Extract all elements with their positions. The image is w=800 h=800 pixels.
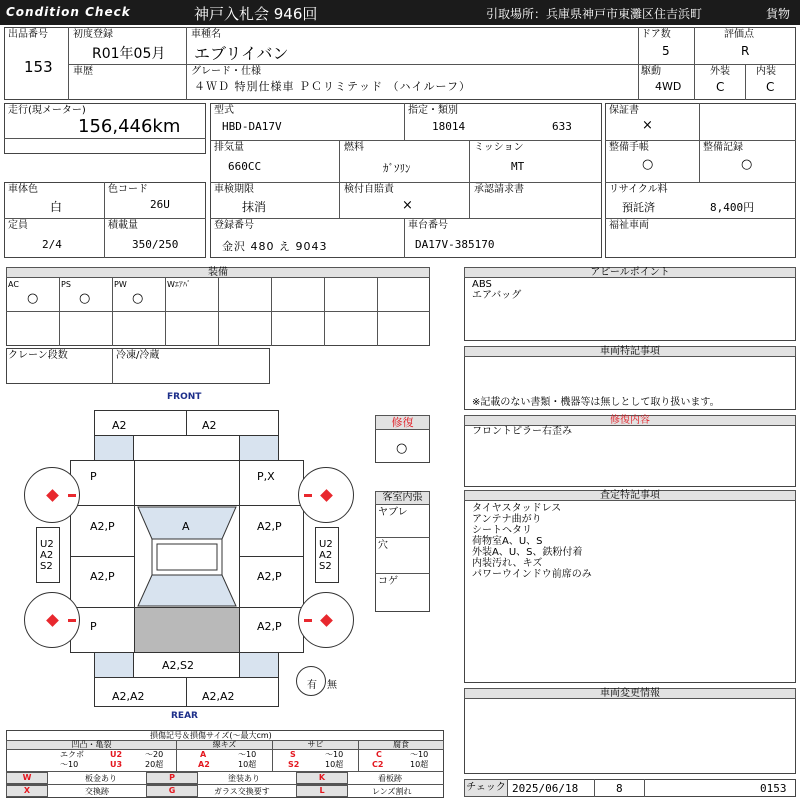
wheel-front-left-icon	[24, 467, 80, 523]
luggage-area	[134, 607, 240, 653]
sill-right-1: U2	[319, 539, 333, 550]
legend-a: A	[200, 750, 207, 759]
front-right-damage: A2	[202, 419, 217, 432]
equipment-title: 装備	[6, 267, 430, 278]
rear-bumper-left-damage: A2,A2	[112, 690, 145, 703]
equip-ac: ○	[27, 291, 39, 306]
model-code-label: 型式	[214, 105, 234, 116]
grade: ４ＷＤ 特別仕様車 ＰＣリミテッド （ハイルーフ）	[194, 80, 471, 93]
cowl	[134, 460, 240, 506]
appeal-line-2: エアバッグ	[472, 290, 522, 301]
quarter-rear-left	[70, 607, 135, 653]
legend-code-k-desc: 看板跡	[378, 774, 402, 783]
door-rear-left-damage: A2,P	[90, 570, 115, 583]
inspection: 抹消	[242, 200, 267, 214]
exterior-score: C	[716, 80, 725, 94]
first-reg-label: 初度登録	[73, 29, 113, 40]
sill-right-2: A2	[319, 550, 333, 561]
assessment-line-1: タイヤスタッドレス	[472, 503, 562, 514]
repair-detail-line: フロントピラー右歪み	[472, 426, 572, 437]
rear-corner-right	[239, 652, 279, 678]
legend-code-k: K	[296, 772, 348, 784]
legend-code-l-desc: レンズ割れ	[372, 787, 412, 796]
legend-code-p-desc: 塗装あり	[228, 774, 260, 783]
front-label: FRONT	[167, 392, 202, 402]
fender-front-right-damage: P,X	[257, 470, 275, 483]
legend-scratch-header: 線キズ	[176, 740, 273, 750]
door-front-right-damage: A2,P	[257, 520, 282, 533]
header-title: 神戸入札会 946回	[194, 5, 318, 23]
pickup-location: 引取場所：兵庫県神戸市東灘区住吉浜町	[486, 7, 703, 21]
plate-label: 登録番号	[214, 220, 254, 231]
chassis: DA17V-385170	[415, 238, 495, 251]
interior-label: 内装	[756, 66, 776, 77]
warranty: ×	[642, 118, 653, 133]
lot-number: 153	[24, 58, 53, 76]
welfare-label: 福祉車両	[609, 220, 649, 231]
front-corner-left	[94, 435, 134, 461]
check-num: 8	[616, 782, 623, 795]
color-code: 26U	[150, 198, 170, 211]
check-label: チェック	[464, 779, 508, 797]
legend-dimple: エクボ	[60, 750, 84, 759]
front-left-damage: A2	[112, 419, 127, 432]
recycle-amount: 8,400円	[710, 201, 755, 214]
legend-code-x: X	[6, 785, 48, 797]
assessment-line-4: 荷物室A、U、S	[472, 536, 543, 547]
special-note: ※記載のない書類・機器等は無しとして取り扱います。	[472, 397, 720, 408]
assessment-line-6: 内装汚れ、キズ	[472, 558, 543, 569]
quarter-rear-left-damage: P	[90, 620, 97, 633]
capacity-label: 定員	[8, 220, 28, 231]
door-front-left-damage: A2,P	[90, 520, 115, 533]
rear-panel-damage: A2,S2	[162, 659, 195, 672]
exterior-label: 外装	[710, 66, 730, 77]
spare-none: 無	[327, 680, 337, 691]
designation-label: 指定・類別	[408, 105, 458, 116]
load-label: 積載量	[108, 220, 138, 231]
freeze-label: 冷凍/冷蔵	[116, 350, 160, 361]
load: 350/250	[132, 238, 179, 251]
crane-label: クレーン段数	[8, 350, 68, 361]
sill-left-3: S2	[40, 561, 53, 572]
model-code: HBD-DA17V	[222, 120, 282, 133]
legend-c: C	[376, 750, 382, 759]
designation-2: 633	[552, 120, 572, 133]
hood	[133, 435, 240, 461]
wheel-front-right-icon	[298, 467, 354, 523]
legend-code-x-desc: 交換跡	[85, 787, 109, 796]
chassis-label: 車台番号	[408, 220, 448, 231]
cabin-hole: 穴	[378, 540, 388, 551]
color-label: 車体色	[8, 184, 38, 195]
legend-code-p: P	[146, 772, 198, 784]
equip-ps-label: PS	[61, 280, 71, 289]
legend-u2-size: ～20	[145, 750, 164, 759]
history-label: 車歴	[73, 66, 93, 77]
appeal-line-1: ABS	[472, 279, 492, 290]
manual: ○	[642, 157, 654, 172]
interior-score: C	[766, 80, 775, 94]
assessment-line-3: シートヘタリ	[472, 525, 532, 536]
rear-label: REAR	[171, 711, 198, 721]
model-name: エブリイバン	[194, 44, 289, 63]
door-rear-right-damage: A2,P	[257, 570, 282, 583]
recycle-label: リサイクル料	[609, 184, 668, 195]
legend-code-w-desc: 板金あり	[85, 774, 117, 783]
mission: MT	[511, 160, 525, 173]
color-code-label: 色コード	[108, 184, 148, 195]
front-corner-right	[239, 435, 279, 461]
equip-pw-label: PW	[114, 280, 127, 289]
inspection-label: 車検期限	[214, 184, 254, 195]
repair-detail-title: 修復内容	[464, 415, 796, 426]
repair-value: ○	[396, 441, 408, 456]
grade-label: グレード・仕様	[191, 66, 261, 77]
legend-u3: U3	[110, 760, 123, 769]
legend-code-l: L	[296, 785, 348, 797]
legend-code-g: G	[146, 785, 198, 797]
capacity: 2/4	[42, 238, 62, 251]
liability-label: 検付自賠責	[344, 184, 394, 195]
legend-a-size: ～10	[238, 750, 257, 759]
cabin-tear: ヤブレ	[378, 507, 408, 518]
assessment-line-5: 外装A、U、S、鉄粉付着	[472, 547, 583, 558]
legend-u3-size: 20超	[145, 760, 164, 769]
mission-label: ミッション	[474, 142, 524, 153]
repair-title: 修復	[375, 415, 430, 430]
rear-corner-left	[94, 652, 134, 678]
vehicle-category: 貨物	[766, 7, 791, 21]
doors: 5	[662, 44, 670, 58]
designation-1: 18014	[432, 120, 466, 133]
cabin-title: 客室内張	[375, 491, 430, 505]
equip-pw: ○	[132, 291, 144, 306]
plate: 金沢 480 え 9043	[222, 240, 328, 253]
legend-a2: A2	[198, 760, 210, 769]
drive: 4WD	[655, 80, 682, 93]
legend-c-size: ～10	[410, 750, 429, 759]
legend-a2-size: 10超	[238, 760, 257, 769]
check-date: 2025/06/18	[512, 782, 579, 795]
legend-s2: S2	[288, 760, 300, 769]
equip-ps: ○	[79, 291, 91, 306]
legend-code-w: W	[6, 772, 48, 784]
fender-front-left-damage: P	[90, 470, 97, 483]
drive-label: 駆動	[641, 66, 661, 77]
legend-u-size: ～10	[60, 760, 79, 769]
legend-title: 損傷記号＆損傷サイズ(～最大cm)	[150, 731, 272, 740]
assessment-title: 査定特記事項	[464, 490, 796, 501]
sill-left-1: U2	[40, 539, 54, 550]
fender-front-right	[239, 460, 304, 506]
legend-s: S	[290, 750, 296, 759]
legend-dent-header: 凹凸・亀裂	[6, 740, 177, 750]
lot-label: 出品番号	[8, 29, 48, 40]
mileage: 156,446km	[78, 116, 181, 137]
score: R	[741, 44, 750, 58]
rear-bumper-right-damage: A2,A2	[202, 690, 235, 703]
fuel-label: 燃料	[344, 142, 364, 153]
fuel: ｶﾞｿﾘﾝ	[383, 162, 411, 175]
roof-damage: A	[182, 520, 190, 533]
manual-label: 整備手帳	[609, 142, 649, 153]
assessment-line-7: パワーウインドウ前席のみ	[472, 569, 592, 580]
legend-s-size: ～10	[325, 750, 344, 759]
cabin-burn: コゲ	[378, 576, 398, 587]
record-label: 整備記録	[703, 142, 743, 153]
sill-left-2: A2	[40, 550, 54, 561]
front-panel-right	[186, 410, 279, 436]
header-left: Condition Check	[6, 5, 131, 19]
check-id: 0153	[760, 782, 787, 795]
displacement-label: 排気量	[214, 142, 244, 153]
wheel-rear-left-icon	[24, 592, 80, 648]
legend-corrosion-header: 腐食	[358, 740, 444, 750]
liability: ×	[402, 198, 413, 213]
recycle-status: 預託済	[622, 201, 655, 214]
displacement: 660CC	[228, 160, 262, 173]
legend-c2-size: 10超	[410, 760, 429, 769]
wheel-rear-right-icon	[298, 592, 354, 648]
model-name-label: 車種名	[191, 29, 221, 40]
mileage-label: 走行(現メーター)	[8, 105, 86, 116]
warranty-label: 保証書	[609, 105, 639, 116]
spare-yes: 有	[307, 680, 317, 691]
sill-right-3: S2	[319, 561, 332, 572]
special-title: 車両特記事項	[464, 346, 796, 357]
first-reg: R01年05月	[92, 46, 166, 62]
record: ○	[741, 157, 753, 172]
front-panel-left	[94, 410, 187, 436]
legend-c2: C2	[372, 760, 384, 769]
legend-u2: U2	[110, 750, 123, 759]
equip-ac-label: AC	[8, 280, 19, 289]
approval-label: 承認請求書	[474, 184, 524, 195]
change-title: 車両変更情報	[464, 688, 796, 699]
assessment-line-2: アンテナ曲がり	[472, 514, 542, 525]
score-label: 評価点	[724, 29, 754, 40]
doors-label: ドア数	[641, 29, 671, 40]
fender-front-left	[70, 460, 135, 506]
legend-code-g-desc: ガラス交換要す	[214, 787, 270, 796]
quarter-rear-right-damage: A2,P	[257, 620, 282, 633]
body-color: 白	[50, 200, 63, 214]
legend-rust-header: サビ	[272, 740, 359, 750]
appeal-title: アピールポイント	[464, 267, 796, 278]
legend-s2-size: 10超	[325, 760, 344, 769]
equip-airbag-label: Wｴｱﾊﾞ	[167, 280, 191, 289]
